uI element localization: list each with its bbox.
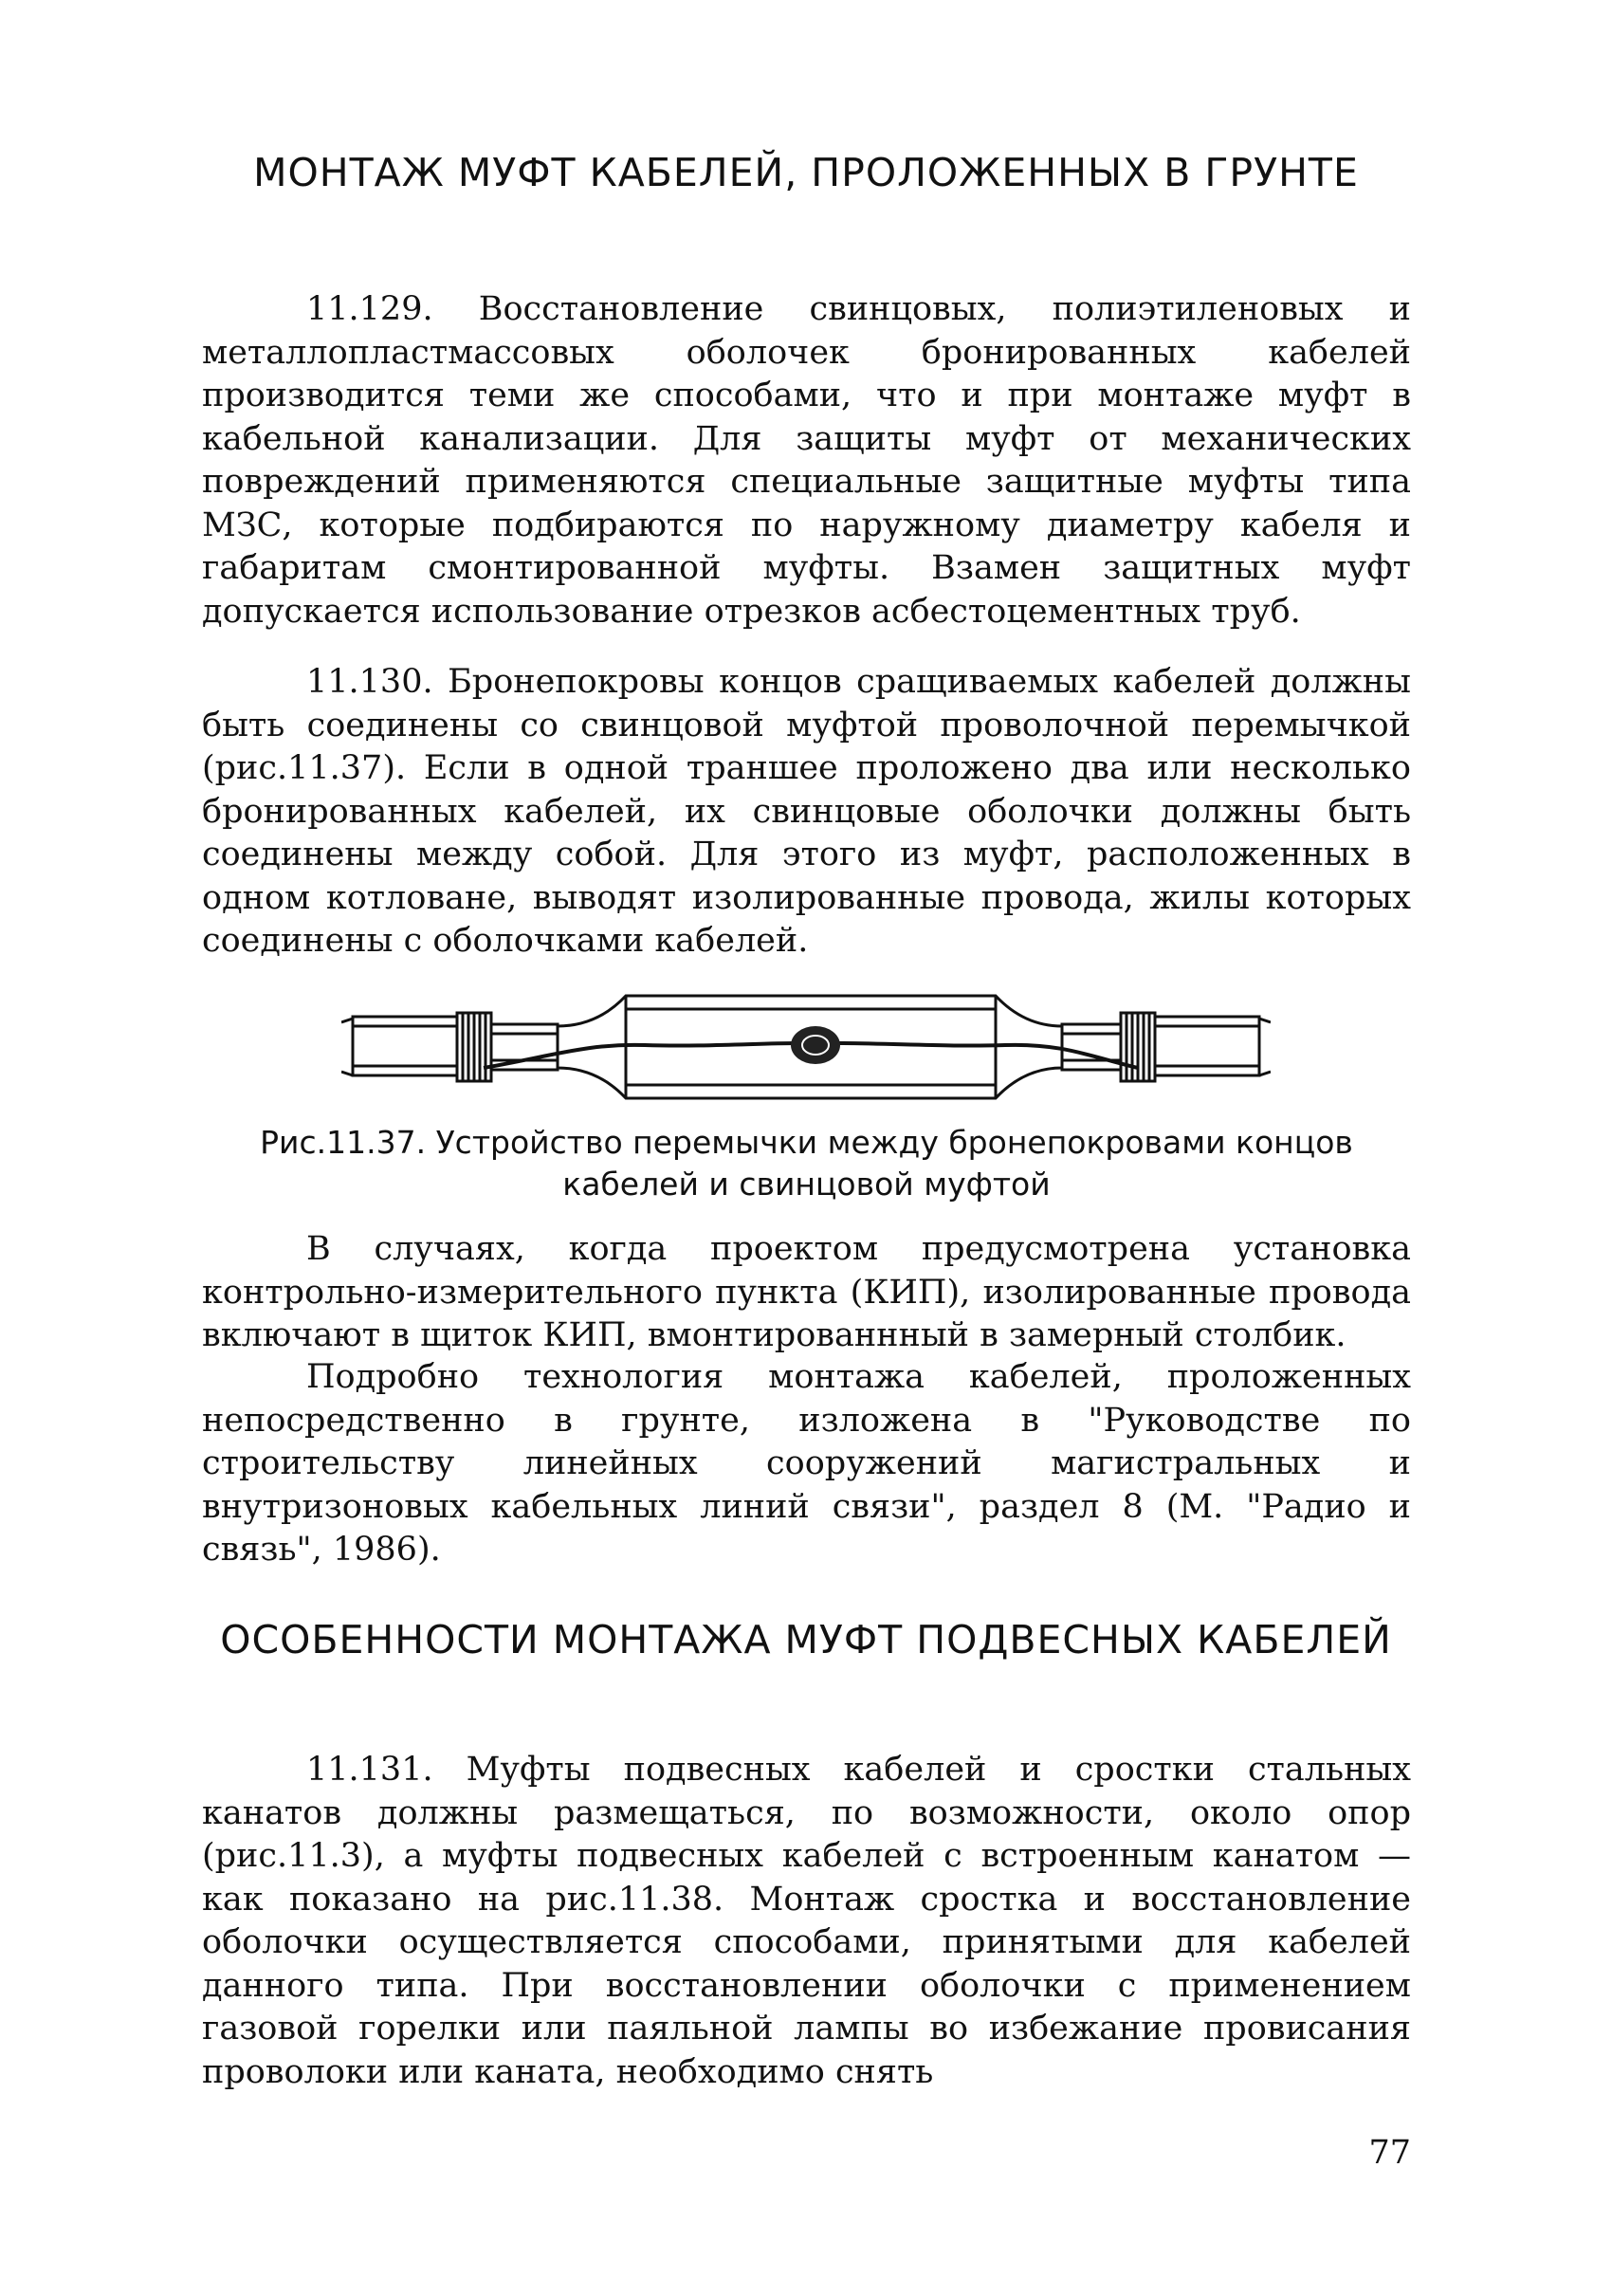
solder-joint [791, 1026, 840, 1064]
paragraph-reference: Подробно технология монтажа кабелей, проложенных непосредственно в грунте, изложена в "Руководстве по строительству линейных сооружений магистральных и внутризоновых кабельных линий связи", раздел 8 (М. "Радио и связь", 1986). [202, 1358, 1411, 1569]
paragraph-11-130: 11.130. Бронепокровы концов сращиваемых кабелей должны быть соединены со свинцовой муфтой проволочной перемычкой (рис.11.37). Если в одной траншее проложено два или несколько бронированных кабелей, их свинцовые оболочки должны быть соединены между собой. Для этого из муфт, расположенных в одном котловане, выводят изолированные провода, жилы которых соединены с оболочками кабелей. [202, 663, 1411, 960]
section-heading-aerial-cables: ОСОБЕННОСТИ МОНТАЖА МУФТ ПОДВЕСНЫХ КАБЕЛЕЙ [220, 1617, 1392, 1662]
section-heading-ground-cables: МОНТАЖ МУФТ КАБЕЛЕЙ, ПРОЛОЖЕННЫХ В ГРУНТЕ [253, 150, 1359, 195]
paragraph-11-131: 11.131. Муфты подвесных кабелей и сростки стальных канатов должны размещаться, по возможности, около опор (рис.11.3), а муфты подвесных кабелей с встроенным канатом — как показано на рис.11.38. Монтаж сростка и восстановление оболочки осуществляется способами, принятыми для кабелей данного типа. При восстановлении оболочки с применением газовой горелки или паяльной лампы во избежание провисания проволоки или каната, необходимо снять [202, 1751, 1411, 2091]
figure-11-37-cable-jumper [341, 977, 1271, 1117]
figure-caption: Рис.11.37. Устройство перемычки между бронепокровами концов кабелей и свинцовой муфтой [260, 1124, 1353, 1203]
page-number: 77 [1368, 2134, 1411, 2172]
paragraph-kip: В случаях, когда проектом предусмотрена установка контрольно-измерительного пункта (КИП), изолированные провода включают в щиток КИП, вмонтированнный в замерный столбик. [202, 1230, 1411, 1354]
paragraph-11-129: 11.129. Восстановление свинцовых, полиэтиленовых и металлопластмассовых оболочек бронированных кабелей производится теми же способами, что и при монтаже муфт в кабельной канализации. Для защиты муфт от механических повреждений применяются специальные защитные муфты типа МЗС, которые подбираются по наружному диаметру кабеля и габаритам смонтированной муфты. Взамен защитных муфт допускается использование отрезков асбестоцементных труб. [202, 290, 1411, 631]
cable-sleeve-drawing [341, 977, 1271, 1117]
